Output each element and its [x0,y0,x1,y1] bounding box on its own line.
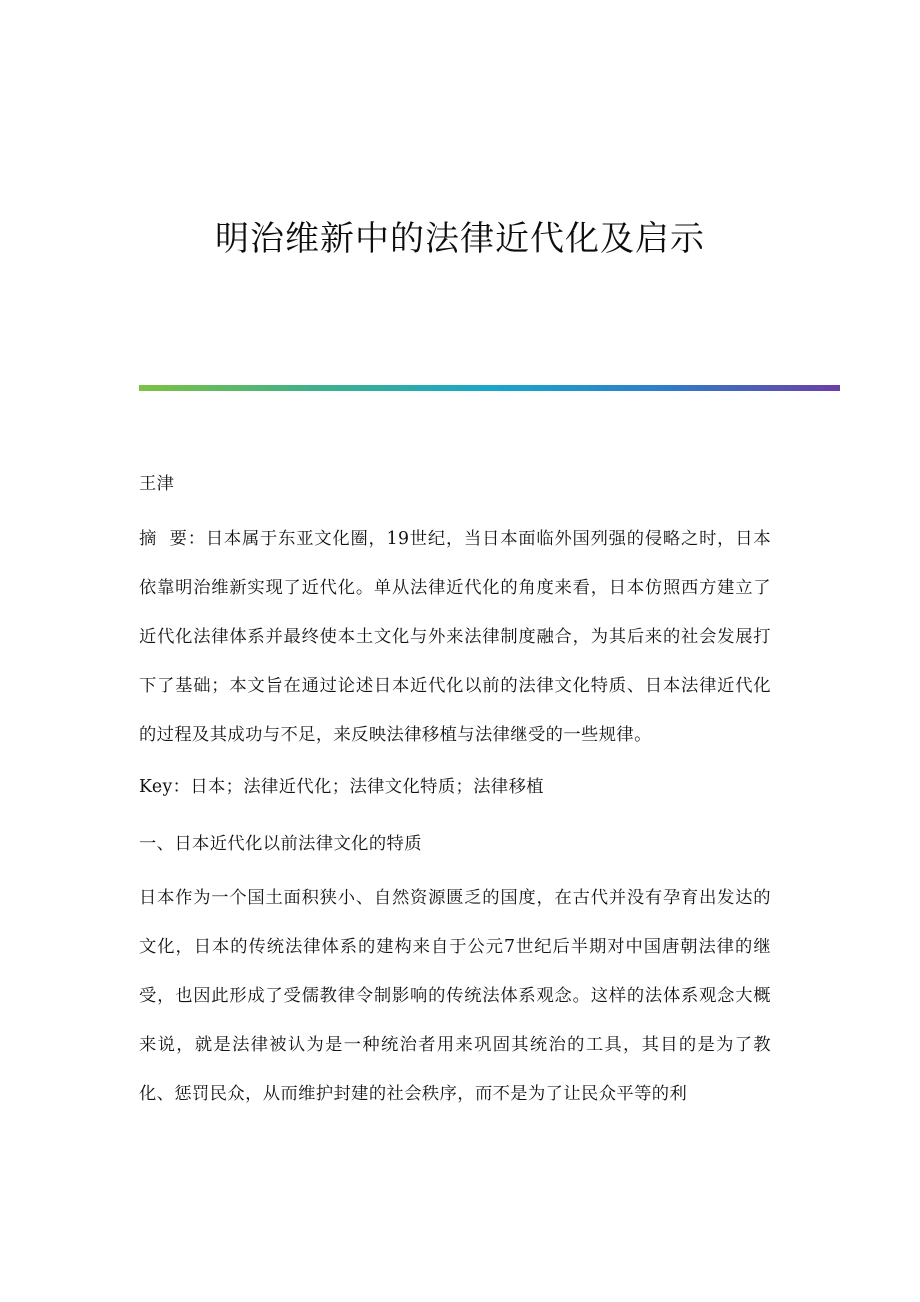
gradient-divider [139,385,840,391]
section-heading: 一、日本近代化以前法律文化的特质 [139,834,422,854]
document-title: 明治维新中的法律近代化及启示 [215,219,705,259]
author-name: 王津 [139,474,175,494]
abstract-paragraph: 摘 要：日本属于东亚文化圈，19世纪，当日本面临外国列强的侵略之时，日本依靠明治维新实现了近代化。单从法律近代化的角度来看，日本仿照西方建立了近代化法律体系并最终使本土文化与外来法律制度融合，为其后来的社会发展打下了基础；本文旨在通过论述日本近代化以前的法律文化特质、日本法律近代化的过程及其成功与不足，来反映法律移植与法律继受的一些规律。 [139,529,771,745]
body-paragraph: 日本作为一个国土面积狭小、自然资源匮乏的国度，在古代并没有孕育出发达的文化，日本的传统法律体系的建构来自于公元7世纪后半期对中国唐朝法律的继受，也因此形成了受儒教律令制影响的传统法体系观念。这样的法体系观念大概来说，就是法律被认为是一种统治者用来巩固其统治的工具，其目的是为了教化、惩罚民众，从而维护封建的社会秩序，而不是为了让民众平等的利 [139,888,771,1104]
keywords-line: Key：日本；法律近代化；法律文化特质；法律移植 [139,777,544,797]
